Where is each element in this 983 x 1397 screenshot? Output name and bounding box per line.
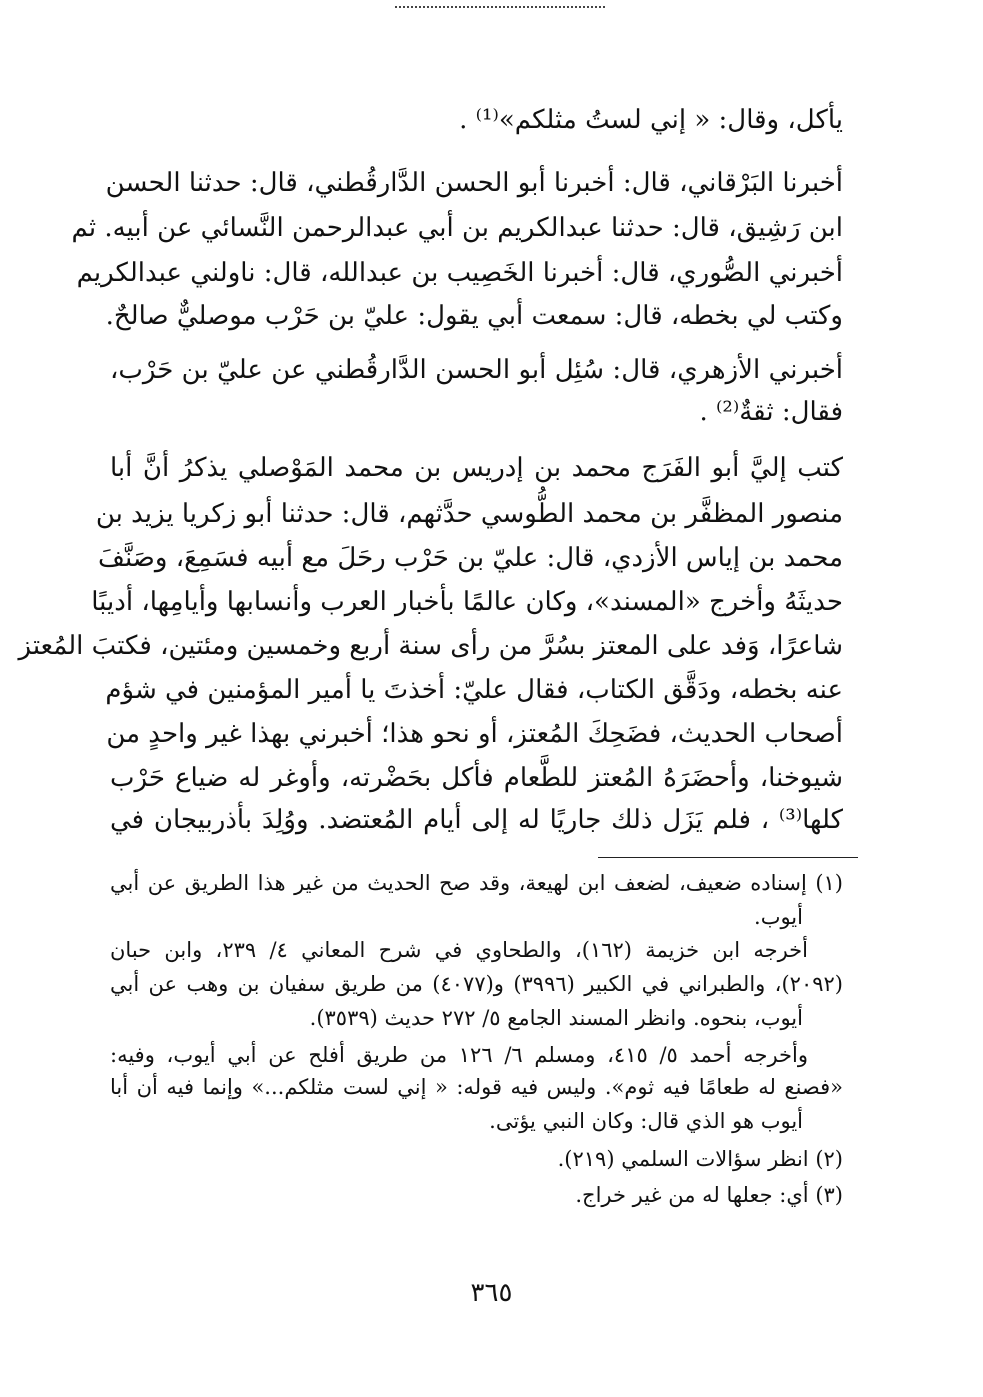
footnote-line: أيوب هو الذي قال: وكان النبي يؤتى.	[489, 1109, 803, 1133]
body-line: وكتب لي بخطه، قال: سمعت أبي يقول: عليّ بن حَرْب موصليٌّ صالحٌ.	[105, 301, 843, 331]
footnote-line: «فصنع له طعامًا فيه ثوم». وليس فيه قوله: « إني لست مثلكم...» وإنما فيه أن أبا	[110, 1075, 844, 1099]
body-line: أخبرنا البَرْقاني، قال: أخبرنا أبو الحسن الدَّارقُطني، قال: حدثنا الحسن	[105, 168, 843, 198]
body-line: كتب إليَّ أبو الفَرَج محمد بن إدريس بن محمد المَوْصلي يذكرُ أنَّ أبا	[110, 453, 843, 483]
page-number: ٣٦٥	[470, 1278, 513, 1308]
top-decoration	[395, 6, 605, 11]
footnote-line: أخرجه ابن خزيمة (١٦٢)، والطحاوي في شرح المعاني ٤/ ٢٣٩، وابن حبان	[110, 938, 808, 962]
body-line: شاعرًا، وَفد على المعتز بسُرَّ من رأى سنة أربع وخمسين ومئتين، فكتبَ المُعتز	[18, 631, 843, 661]
body-line: فقال: ثقةٌ⁽²⁾ .	[699, 397, 843, 427]
footnote-line: أيوب.	[754, 905, 803, 929]
footnote-line: (١) إسناده ضعيف، لضعف ابن لهيعة، وقد صح الحديث من غير هذا الطريق عن أبي	[110, 871, 843, 895]
footnote-line: (٣) أي: جعلها له من غير خراج.	[575, 1183, 843, 1207]
body-line: عنه بخطه، ودَقَّق الكتاب، فقال عليّ: أخذتَ يا أمير المؤمنين في شؤم	[105, 675, 843, 705]
body-line: أصحاب الحديث، فضَحِكَ المُعتز، أو نحو هذا؛ أخبرني بهذا غير واحدٍ من	[106, 719, 843, 749]
footnote-line: أيوب، بنحوه. وانظر المسند الجامع ٥/ ٢٧٢ حديث (٣٥٣٩).	[309, 1006, 803, 1030]
body-line: منصور المظفَّر بن محمد الطُّوسي حدَّثهم، قال: حدثنا أبو زكريا يزيد بن	[95, 499, 843, 529]
footnote-line: (٢٠٩٢)، والطبراني في الكبير (٣٩٩٦) و(٤٠٧٧) من طريق سفيان بن وهب عن أبي	[110, 972, 843, 996]
body-line: أخبرني الأزهري، قال: سُئِل أبو الحسن الدَّارقُطني عن عليّ بن حَرْب،	[110, 355, 843, 385]
body-line: حديثَهُ وأخرج «المسند»، وكان عالمًا بأخبار العرب وأنسابها وأيامِها، أديبًا	[91, 587, 843, 617]
footnote-line: (٢) انظر سؤالات السلمي (٢١٩).	[557, 1147, 843, 1171]
body-line: كلها⁽³⁾ ، فلم يَزَل ذلك جاريًا له إلى أيام المُعتضد. ووُلِدَ بأذربيجان في	[110, 805, 843, 835]
body-line: محمد بن إياس الأزدي، قال: عليّ بن حَرْب رحَلَ مع أبيه فسَمِعَ، وصَنَّفَ	[98, 543, 843, 573]
body-line: يأكل، وقال: « إني لستُ مثلكم»⁽¹⁾ .	[459, 105, 843, 135]
body-line: شيوخنا، وأحضَرَهُ المُعتز للطَّعام فأكل بحَضْرته، وأوغر له ضياع حَرْب	[110, 763, 843, 793]
body-line: أخبرني الصُّوري، قال: أخبرنا الخَصِيب بن عبدالله، قال: ناولني عبدالكريم	[76, 258, 843, 288]
footnote-separator	[598, 857, 858, 858]
body-line: ابن رَشِيق، قال: حدثنا عبدالكريم بن أبي عبدالرحمن النَّسائي عن أبيه. ثم	[71, 213, 843, 243]
footnote-line: وأخرجه أحمد ٥/ ٤١٥، ومسلم ٦/ ١٢٦ من طريق أفلح عن أبي أيوب، وفيه:	[110, 1043, 808, 1067]
